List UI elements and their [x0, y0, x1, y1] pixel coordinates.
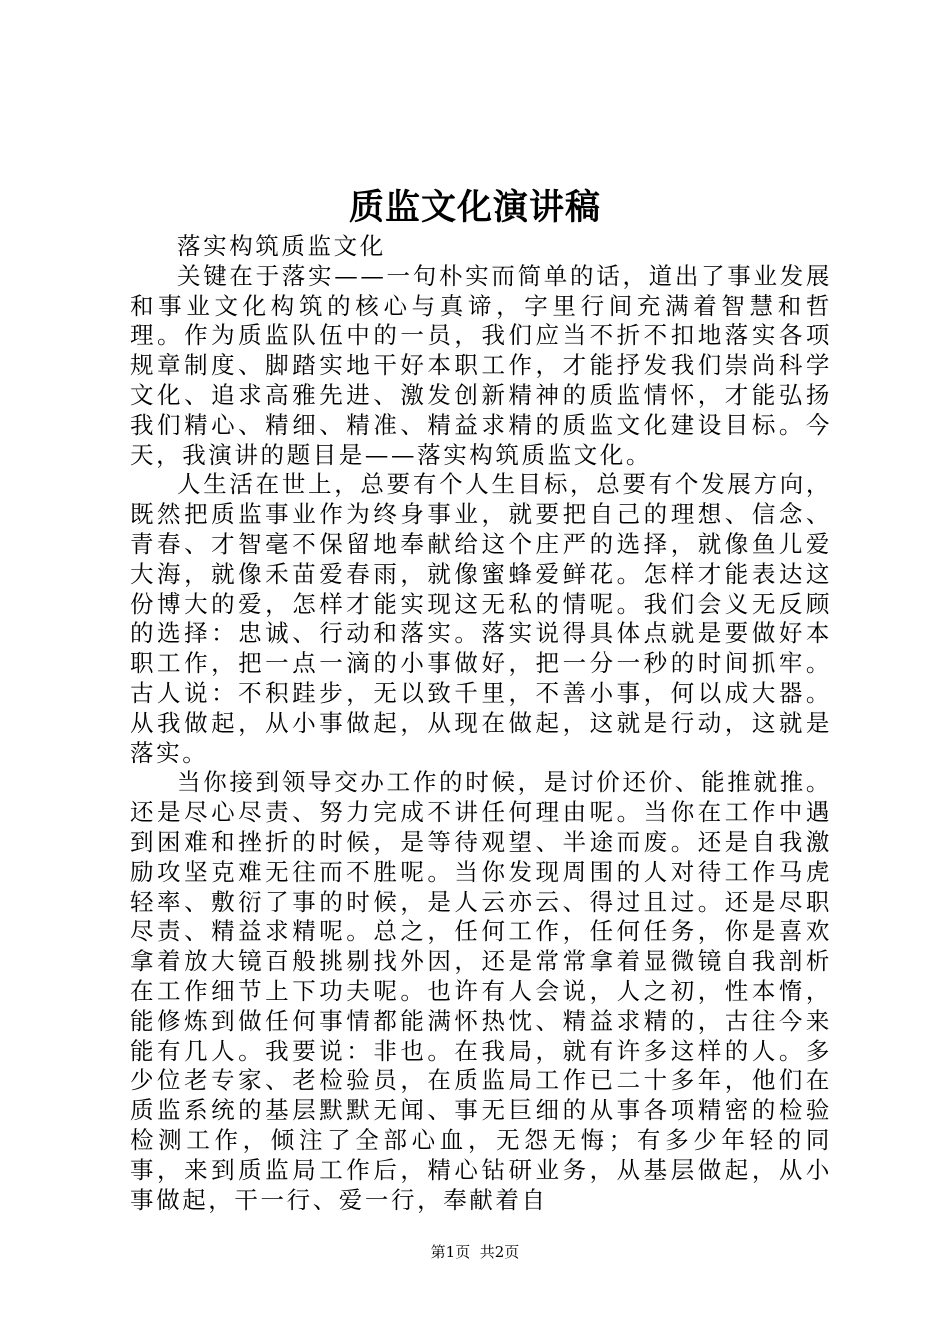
page-number-current: 第1页	[430, 1243, 471, 1261]
paragraph: 关键在于落实——一句朴实而简单的话，道出了事业发展和事业文化构筑的核心与真谛，字里行间充满着智慧和哲理。作为质监队伍中的一员，我们应当不折不扣地落实各项规章制度、脚踏实地干好本职工作，才能抒发我们崇尚科学文化、追求高雅先进、激发创新精神的质监情怀，才能弘扬我们精心、精细、精准、精益求精的质监文化建设目标。今天，我演讲的题目是——落实构筑质监文化。	[130, 261, 832, 469]
paragraph-subtitle: 落实构筑质监文化	[177, 232, 386, 260]
paragraph: 人生活在世上，总要有个人生目标，总要有个发展方向，既然把质监事业作为终身事业，就要把自己的理想、信念、青春、才智毫不保留地奉献给这个庄严的选择，就像鱼儿爱大海，就像禾苗爱春雨，就像蜜蜂爱鲜花。怎样才能表达这份博大的爱，怎样才能实现这无私的情呢。我们会义无反顾的选择：忠诚、行动和落实。落实说得具体点就是要做好本职工作，把一点一滴的小事做好，把一分一秒的时间抓牢。古人说：不积跬步，无以致千里，不善小事，何以成大器。从我做起，从小事做起，从现在做起，这就是行动，这就是落实。	[130, 470, 832, 767]
page-number-total: 共2页	[479, 1243, 520, 1261]
document-title: 质监文化演讲稿	[348, 187, 601, 228]
page-footer	[0, 1242, 950, 1262]
document-body	[130, 232, 832, 1215]
paragraph: 当你接到领导交办工作的时候，是讨价还价、能推就推。还是尽心尽责、努力完成不讲任何理由呢。当你在工作中遇到困难和挫折的时候，是等待观望、半途而废。还是自我激励攻坚克难无往而不胜呢。当你发现周围的人对待工作马虎轻率、敷衍了事的时候，是人云亦云、得过且过。还是尽职尽责、精益求精呢。总之，任何工作，任何任务，你是喜欢拿着放大镜百般挑剔找外因，还是常常拿着显微镜自我剖析在工作细节上下功夫呢。也许有人会说，人之初，性本惰，能修炼到做任何事情都能满怀热忱、精益求精的，古往今来能有几人。我要说：非也。在我局，就有许多这样的人。多少位老专家、老检验员，在质监局工作已二十多年，他们在质监系统的基层默默无闻、事无巨细的从事各项精密的检验检测工作，倾注了全部心血，无怨无悔；有多少年轻的同事，来到质监局工作后，精心钻研业务，从基层做起，从小事做起，干一行、爱一行，奉献着自	[130, 768, 832, 1214]
